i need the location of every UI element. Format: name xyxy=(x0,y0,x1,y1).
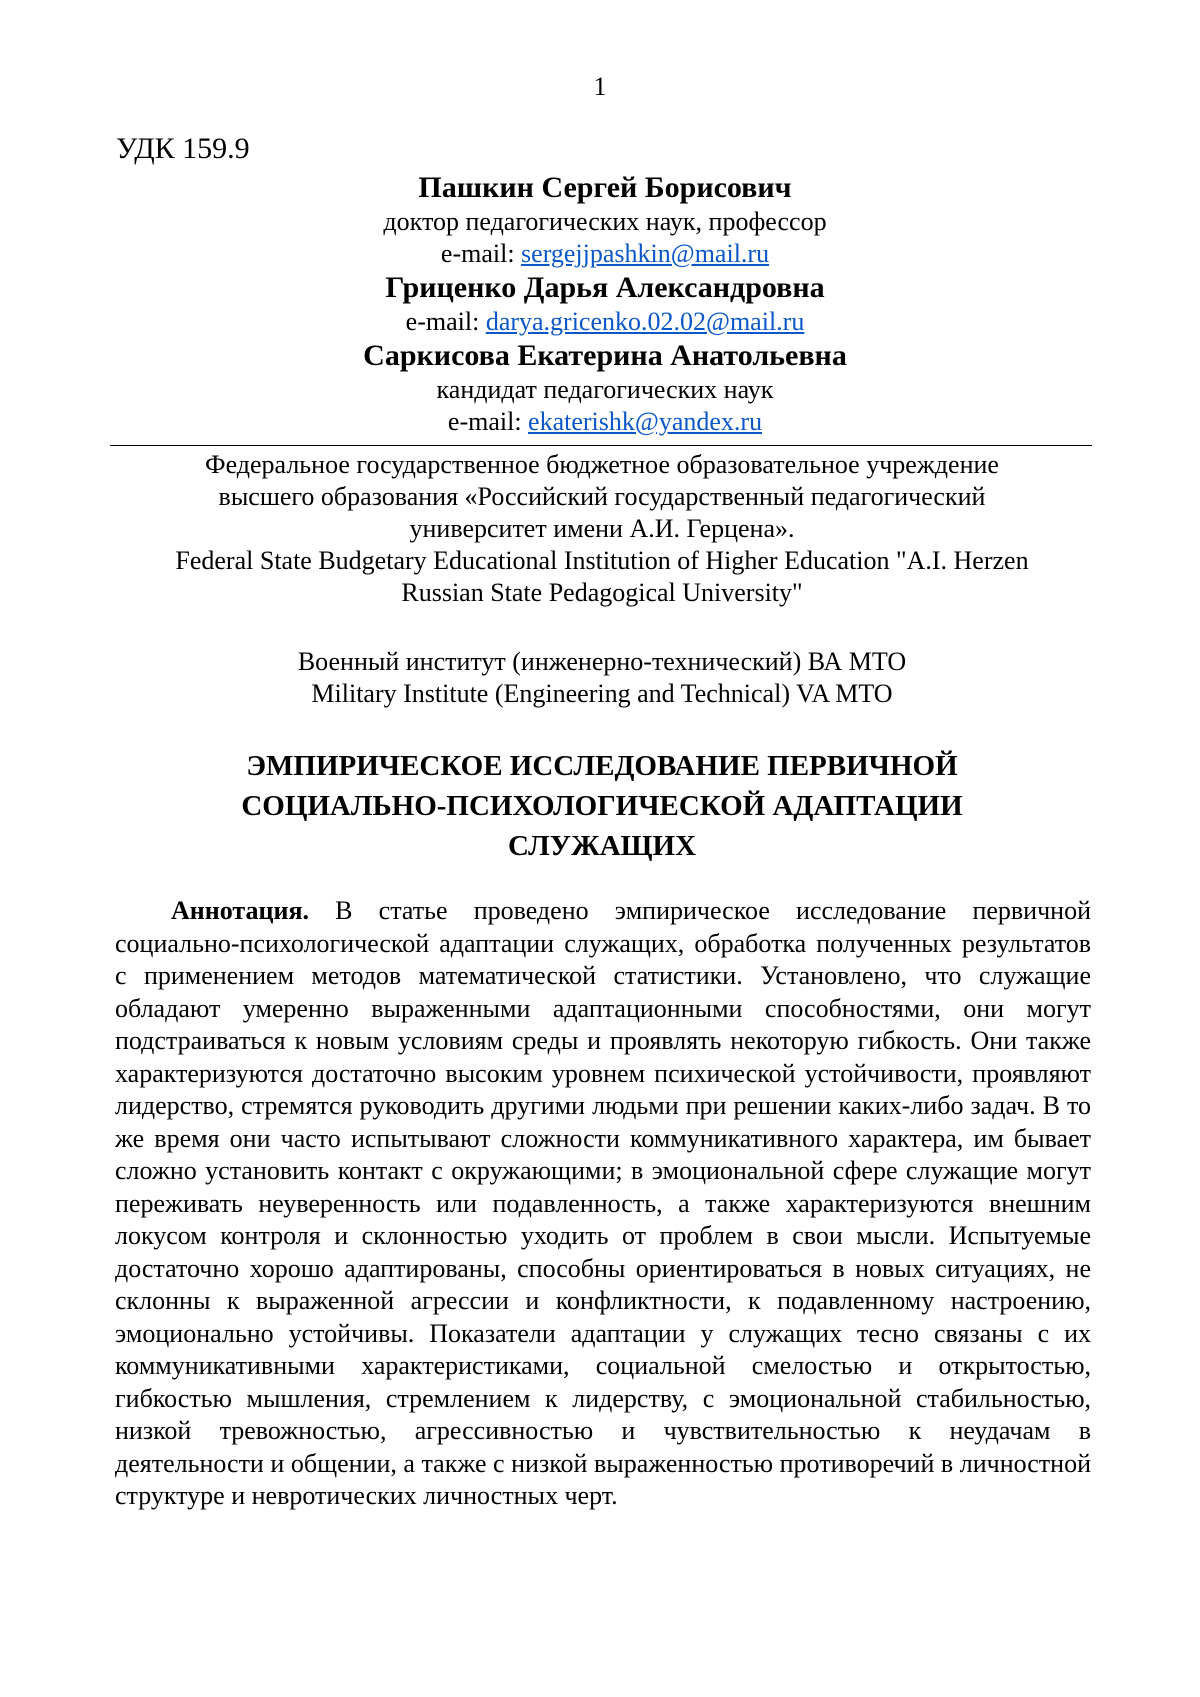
affiliation-university xyxy=(0,449,1200,609)
affiliation-line: Russian State Pedagogical University" xyxy=(401,578,803,607)
email-label: e-mail: xyxy=(447,407,529,436)
title-line: СЛУЖАЩИХ xyxy=(507,830,697,862)
author-degree: кандидат педагогических наук xyxy=(436,375,774,404)
author-email-line xyxy=(0,406,1200,438)
affiliation-line: университет имени А.И. Герцена». xyxy=(409,514,795,543)
author-name: Гриценко Дарья Александровна xyxy=(385,271,825,304)
abstract-paragraph xyxy=(115,895,1091,1513)
affiliation-line: Военный институт (инженерно-технический) ВА МТО xyxy=(297,647,907,676)
abstract-text: В статье проведено эмпирическое исследование первичной социально-психологической адаптации служащих, обработка полученных результатов с применением методов математической статистики. Установлено, что служащие обладают умеренно выраженными адаптационными способностями, они могут подстраиваться к новым условиям среды и проявлять некоторую гибкость. Они также характеризуются достаточно высоким уровнем психической устойчивости, проявляют лидерство, стремятся руководить другими людьми при решении каких-либо задач. В то же время они часто испытывают сложности коммуникативного характера, им бывает сложно установить контакт с окружающими; в эмоциональной сфере служащие могут переживать неуверенность или подавленность, а также характеризуются внешним локусом контроля и склонностью уходить от проблем в свои мысли. Испытуемые достаточно хорошо адаптированы, способны ориентироваться в новых ситуациях, не склонны к выраженной агрессии и конфликтности, к подавленному настроению, эмоционально устойчивы. Показатели адаптации у служащих тесно связаны с их коммуникативными характеристиками, социальной смелостью и открытостью, гибкостью мышления, стремлением к лидерству, с эмоциональной стабильностью, низкой тревожностью, агрессивностью и чувствительностью к неудачам в деятельности и общении, а также с низкой выраженностью противоречий в личностной структуре и невротических личностных черт. xyxy=(115,896,1091,1510)
title-line: СОЦИАЛЬНО-ПСИХОЛОГИЧЕСКОЙ АДАПТАЦИИ xyxy=(241,790,963,822)
page-number: 1 xyxy=(593,72,607,101)
author-name: Саркисова Екатерина Анатольевна xyxy=(363,339,847,372)
affiliation-line: высшего образования «Российский государственный педагогический xyxy=(218,482,986,511)
affiliation-line: Military Institute (Engineering and Technical) VA MTO xyxy=(311,679,893,708)
author-block xyxy=(0,170,1200,438)
author-email-line xyxy=(0,238,1200,270)
author-name: Пашкин Сергей Борисович xyxy=(418,171,792,204)
paper-title xyxy=(0,746,1200,866)
horizontal-divider xyxy=(110,445,1092,446)
affiliation-line: Federal State Budgetary Educational Institution of Higher Education "A.I. Herzen xyxy=(175,546,1029,575)
affiliation-military xyxy=(0,646,1200,710)
author-email-link[interactable]: darya.gricenko.02.02@mail.ru xyxy=(485,307,805,336)
abstract-label: Аннотация. xyxy=(171,896,310,925)
author-email-link[interactable]: ekaterishk@yandex.ru xyxy=(528,407,763,436)
email-label: e-mail: xyxy=(405,307,486,336)
author-degree: доктор педагогических наук, профессор xyxy=(383,207,827,236)
author-email-link[interactable]: sergejjpashkin@mail.ru xyxy=(521,239,770,268)
title-line: ЭМПИРИЧЕСКОЕ ИССЛЕДОВАНИЕ ПЕРВИЧНОЙ xyxy=(246,750,958,782)
author-email-line xyxy=(0,306,1200,338)
udk-code: УДК 159.9 xyxy=(116,132,250,165)
email-label: e-mail: xyxy=(440,239,522,268)
affiliation-line: Федеральное государственное бюджетное образовательное учреждение xyxy=(205,450,999,479)
